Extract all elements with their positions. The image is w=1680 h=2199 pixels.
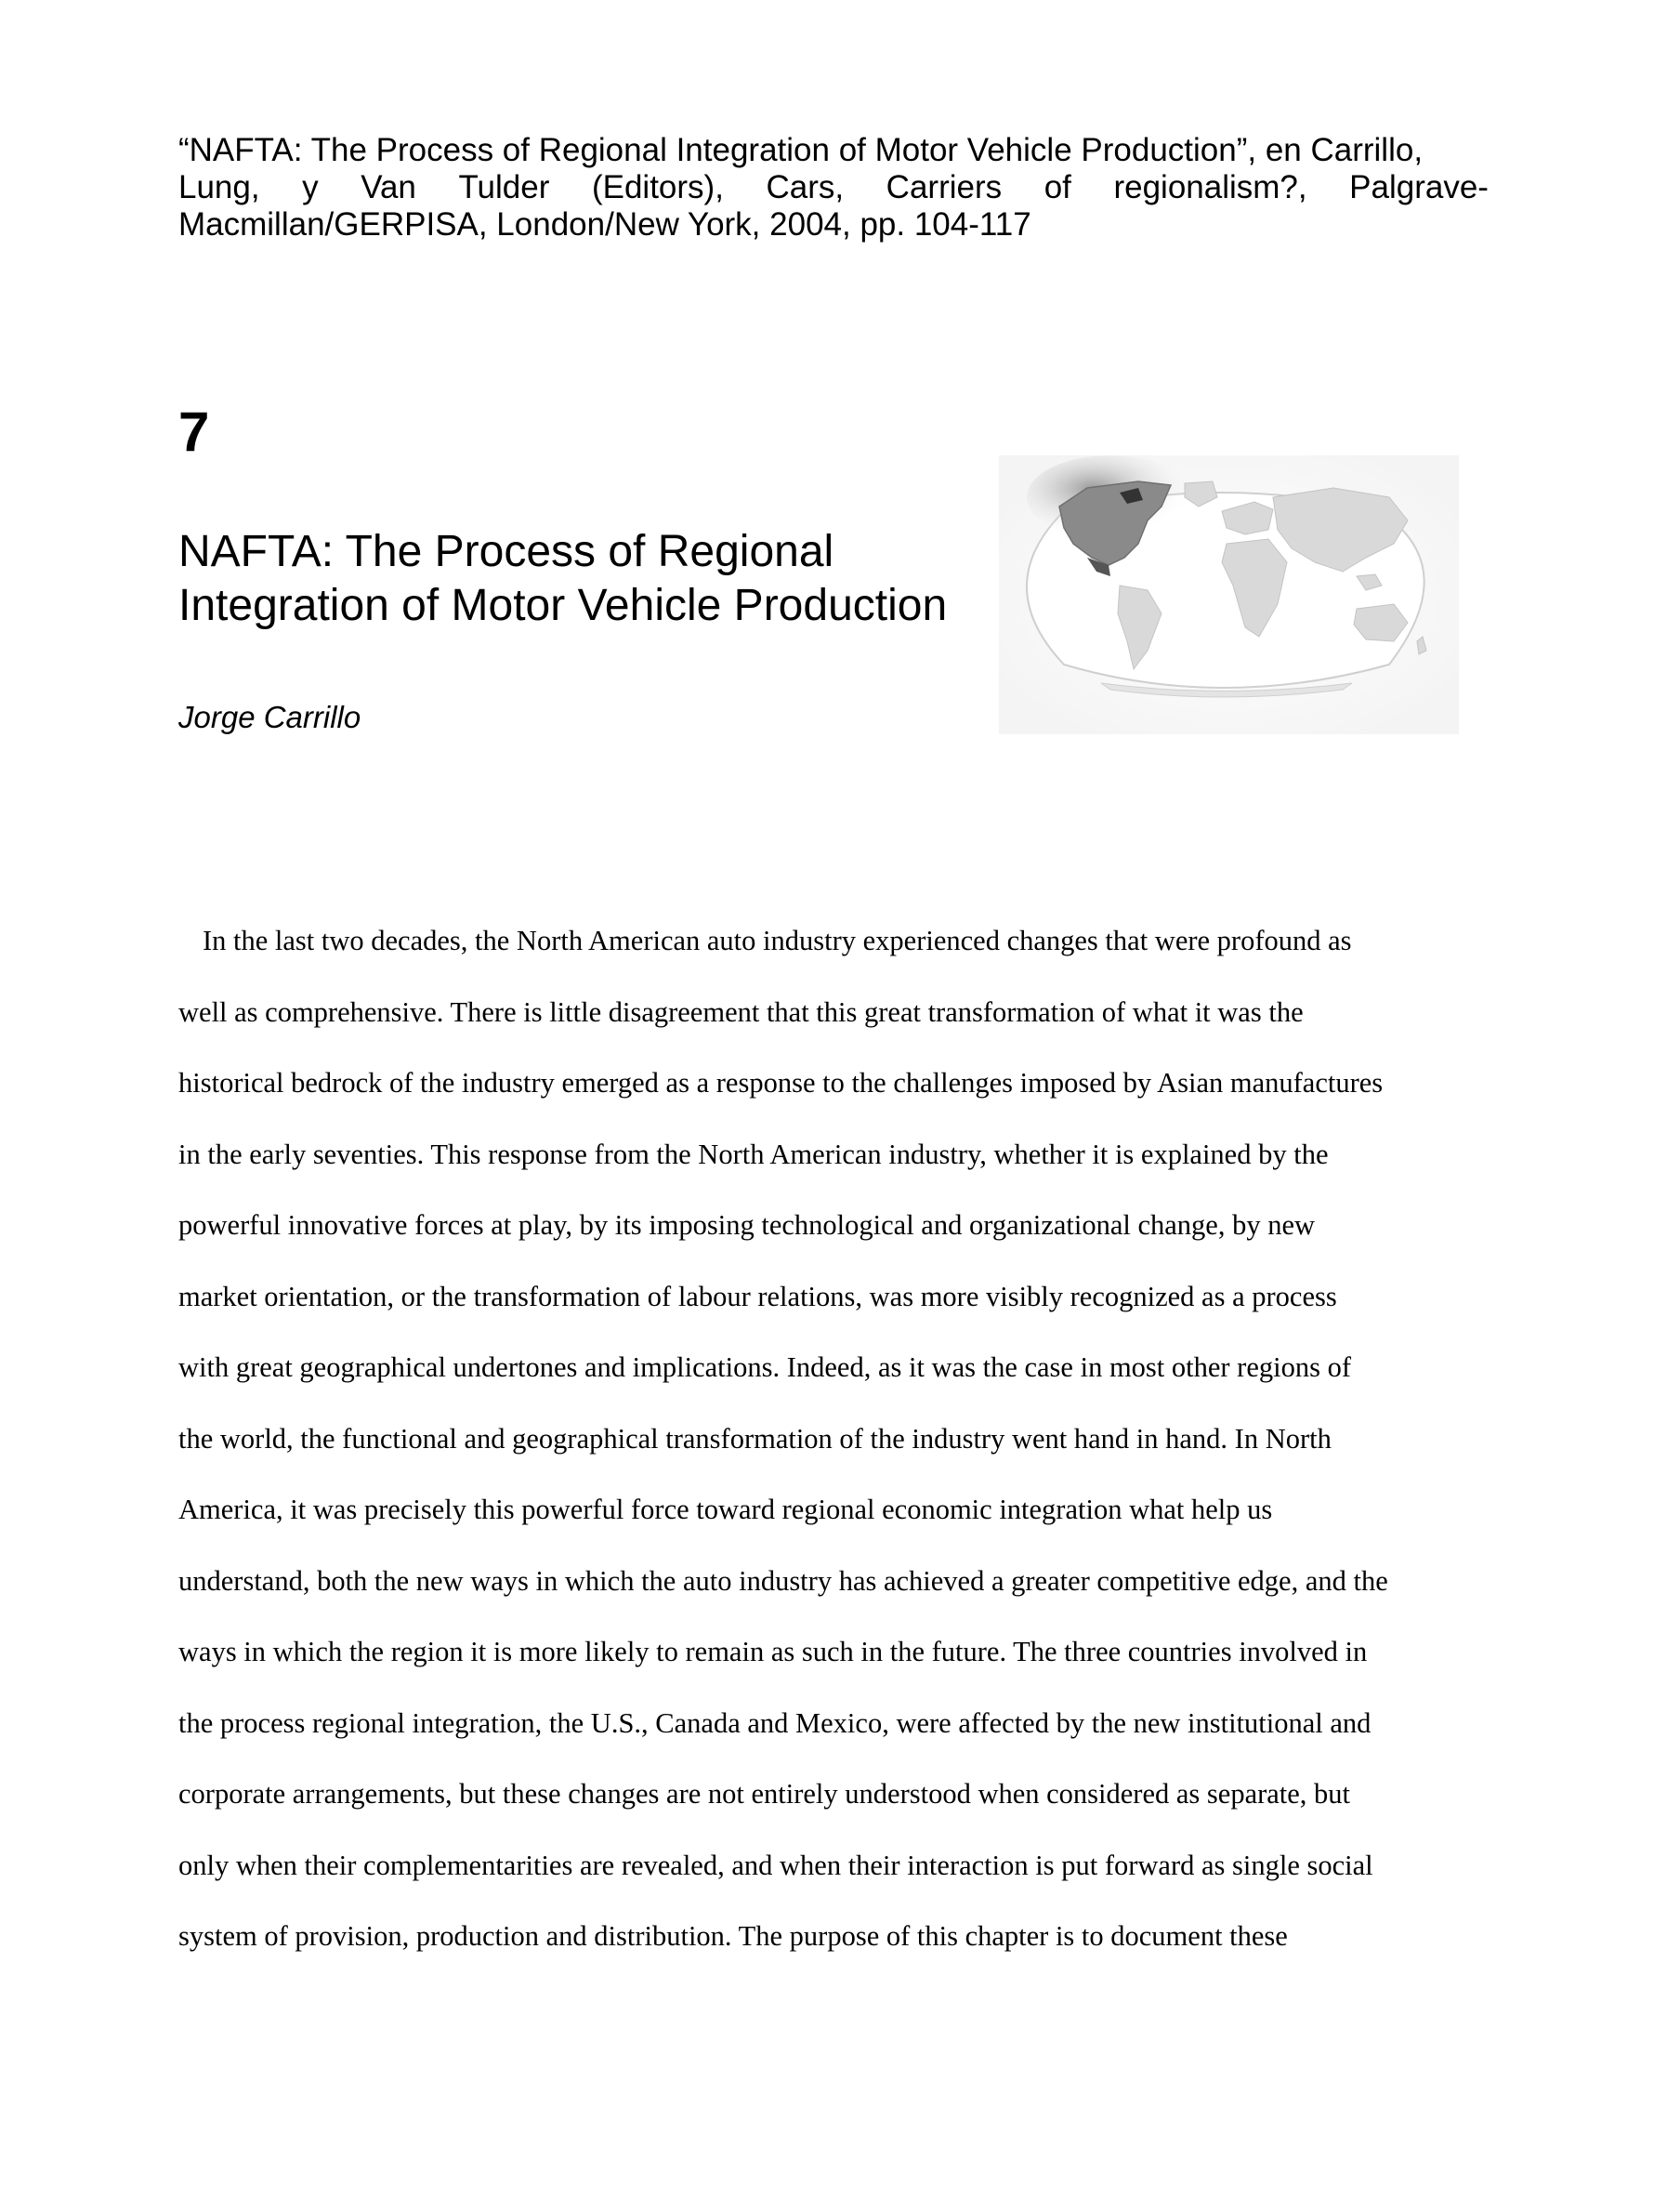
body-line: corporate arrangements, but these changes are not entirely understood when considered as separate, but — [178, 1778, 1351, 1810]
citation-word: Tulder — [458, 169, 550, 205]
author-name: Jorge Carrillo — [178, 700, 361, 734]
body-line: with great geographical undertones and implications. Indeed, as it was the case in most other regions of — [178, 1351, 1351, 1383]
body-line: well as comprehensive. There is little disagreement that this great transformation of what it was the — [178, 995, 1304, 1028]
citation-word: Cars, — [766, 169, 845, 205]
body-paragraph — [178, 905, 1507, 1972]
citation-line-3: Macmillan/GERPISA, London/New York, 2004, pp. 104-117 — [178, 206, 1031, 243]
body-line: only when their complementarities are revealed, and when their interaction is put forward as single social — [178, 1849, 1373, 1881]
citation-word: y — [302, 169, 319, 205]
citation-word: Carriers — [886, 169, 1003, 205]
body-line: powerful innovative forces at play, by its imposing technological and organizational change, by new — [178, 1209, 1316, 1241]
chapter-number: 7 — [178, 401, 210, 463]
body-line: the world, the functional and geographical transformation of the industry went hand in hand. In North — [178, 1422, 1332, 1455]
chapter-title — [178, 525, 1033, 633]
citation-line-1: “NAFTA: The Process of Regional Integration of Motor Vehicle Production”, en Carrillo, — [178, 132, 1424, 168]
citation-word: Palgrave- — [1349, 169, 1489, 205]
citation-word: regionalism?, — [1113, 169, 1307, 205]
world-map-svg — [999, 455, 1459, 734]
citation-word: of — [1043, 169, 1071, 205]
citation-word: Lung, — [178, 169, 260, 205]
body-line: in the early seventies. This response from the North American industry, whether it is explained by the — [178, 1138, 1329, 1170]
body-line: understand, both the new ways in which the auto industry has achieved a greater competitive edge, and the — [178, 1564, 1388, 1597]
citation-word: Van — [361, 169, 416, 205]
chapter-title-line-1: NAFTA: The Process of Regional — [178, 527, 834, 576]
body-line: system of provision, production and distribution. The purpose of this chapter is to document these — [178, 1920, 1288, 1952]
citation-line-2 — [178, 169, 1489, 206]
chapter-title-line-2: Integration of Motor Vehicle Production — [178, 581, 948, 630]
body-line: In the last two decades, the North American auto industry experienced changes that were profound as — [203, 925, 1352, 956]
world-map-icon — [999, 455, 1459, 734]
citation-block — [178, 132, 1489, 244]
body-line: ways in which the region it is more likely to remain as such in the future. The three countries involved in — [178, 1636, 1368, 1667]
body-line: America, it was precisely this powerful force toward regional economic integration what help us — [178, 1494, 1273, 1525]
body-line: market orientation, or the transformation of labour relations, was more visibly recognized as a process — [178, 1280, 1337, 1312]
body-line: the process regional integration, the U.S., Canada and Mexico, were affected by the new institutional and — [178, 1706, 1372, 1739]
citation-word: (Editors), — [591, 169, 724, 205]
body-line: historical bedrock of the industry emerged as a response to the challenges imposed by Asian manufactures — [178, 1067, 1384, 1099]
